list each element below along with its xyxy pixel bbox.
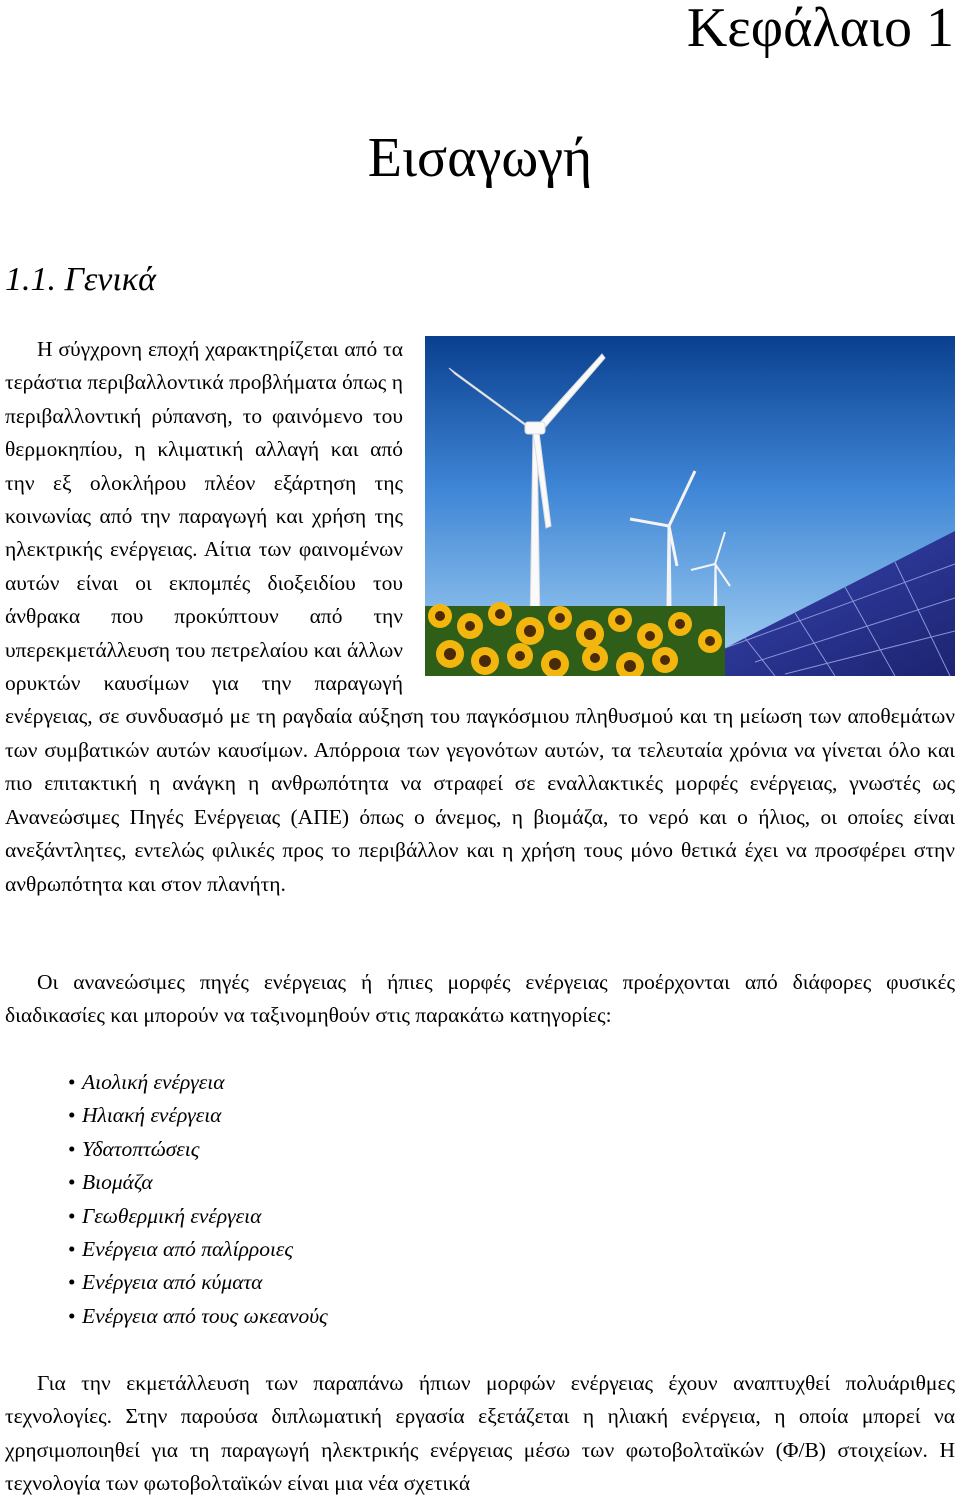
list-item-label: Βιομάζα xyxy=(82,1170,153,1195)
section-heading: 1.1. Γενικά xyxy=(5,261,156,298)
renewable-categories-list xyxy=(68,1066,328,1333)
intro-paragraph xyxy=(5,333,955,901)
list-item xyxy=(68,1266,328,1299)
chapter-label: Κεφάλαιο 1 xyxy=(686,0,954,59)
technologies-paragraph: Για την εκμετάλλευση των παραπάνω ήπιων μορφών ενέργειας έχουν αναπτυχθεί πολυάριθμες τεχνολογίες. Στην παρούσα διπλωματική εργασία εξετάζεται η ηλιακή ενέργεια, η οποία μπορεί να χρησιμοποιηθεί για τη παραγωγή ηλεκτρικής ενέργειας μέσω των φωτοβολταϊκών (Φ/Β) στοιχείων. Η τεχνολογία των φωτοβολταϊκών είναι μια νέα σχετικά xyxy=(5,1371,955,1496)
bullet-icon: • xyxy=(68,1203,76,1228)
list-item xyxy=(68,1099,328,1132)
list-item-label: Αιολική ενέργεια xyxy=(82,1070,225,1094)
intro-paragraph-text: Η σύγχρονη εποχή χαρακτηρίζεται από τα τεράστια περιβαλλοντικά προβλήματα όπως η περιβαλλοντική ρύπανση, το φαινόμενο του θερμοκηπίου, η κλιματική αλλαγή και από την εξ ολοκλήρου πλέον εξάρτηση της κοινωνίας από την παραγωγή και χρήση της ηλεκτρικής ενέργειας. Αίτια των φαινομένων αυτών είναι οι εκπομπές διοξειδίου του άνθρακα που προκύπτουν από την υπερεκμετάλλευση του πετρελαίου και άλλων ορυκτών καυσίμων για την παραγωγή ενέργειας, σε συνδυασμό με τη ραγδαία αύξηση του παγκόσμιου πληθυσμού και τη μείωση των αποθεμάτων των συμβατικών αυτών καυσίμων. Απόρροια των γεγονότων αυτών, τα τελευταία χρόνια να γίνεται όλο και πιο επιτακτική η ανάγκη η ανθρωπότητα να στραφεί σε εναλλακτικές μορφές ενέργειας, γνωστές ως Ανανεώσιμες Πηγές Ενέργειας (ΑΠΕ) όπως ο άνεμος, η βιομάζα, το νερό και ο ήλιος, οι οποίες είναι ανεξάντλητες, εντελώς φιλικές προς το περιβάλλον και η χρήση τους μόνο θετικά έχει να προσφέρει στην ανθρωπότητα και στον πλανήτη. xyxy=(5,337,955,896)
renewable-energy-image xyxy=(425,336,955,676)
list-item xyxy=(68,1300,328,1333)
list-item-label: Ενέργεια από παλίρροιες xyxy=(82,1237,294,1262)
list-item-label: Ενέργεια από κύματα xyxy=(82,1270,263,1295)
bullet-icon: • xyxy=(68,1270,76,1295)
bullet-icon: • xyxy=(68,1070,76,1094)
list-item xyxy=(68,1200,328,1233)
renewable-energy-figure xyxy=(425,336,955,676)
list-item xyxy=(68,1166,328,1199)
list-item-label: Ενέργεια από τους ωκεανούς xyxy=(82,1303,328,1328)
bullet-icon: • xyxy=(68,1136,76,1161)
bullet-icon: • xyxy=(68,1237,76,1262)
chapter-title: Εισαγωγή xyxy=(367,127,593,189)
bullet-icon: • xyxy=(68,1103,76,1128)
bullet-icon: • xyxy=(68,1303,76,1328)
list-item-label: Ηλιακή ενέργεια xyxy=(82,1103,222,1128)
list-item xyxy=(68,1233,328,1266)
list-item xyxy=(68,1133,328,1166)
list-item-label: Υδατοπτώσεις xyxy=(82,1136,200,1161)
categories-intro-paragraph: Οι ανανεώσιμες πηγές ενέργειας ή ήπιες μορφές ενέργειας προέρχονται από διάφορες φυσικές διαδικασίες και μπορούν να ταξινομηθούν στις παρακάτω κατηγορίες: xyxy=(5,970,955,1028)
bullet-icon: • xyxy=(68,1170,76,1195)
list-item-label: Γεωθερμική ενέργεια xyxy=(82,1203,262,1228)
list-item xyxy=(68,1066,328,1099)
